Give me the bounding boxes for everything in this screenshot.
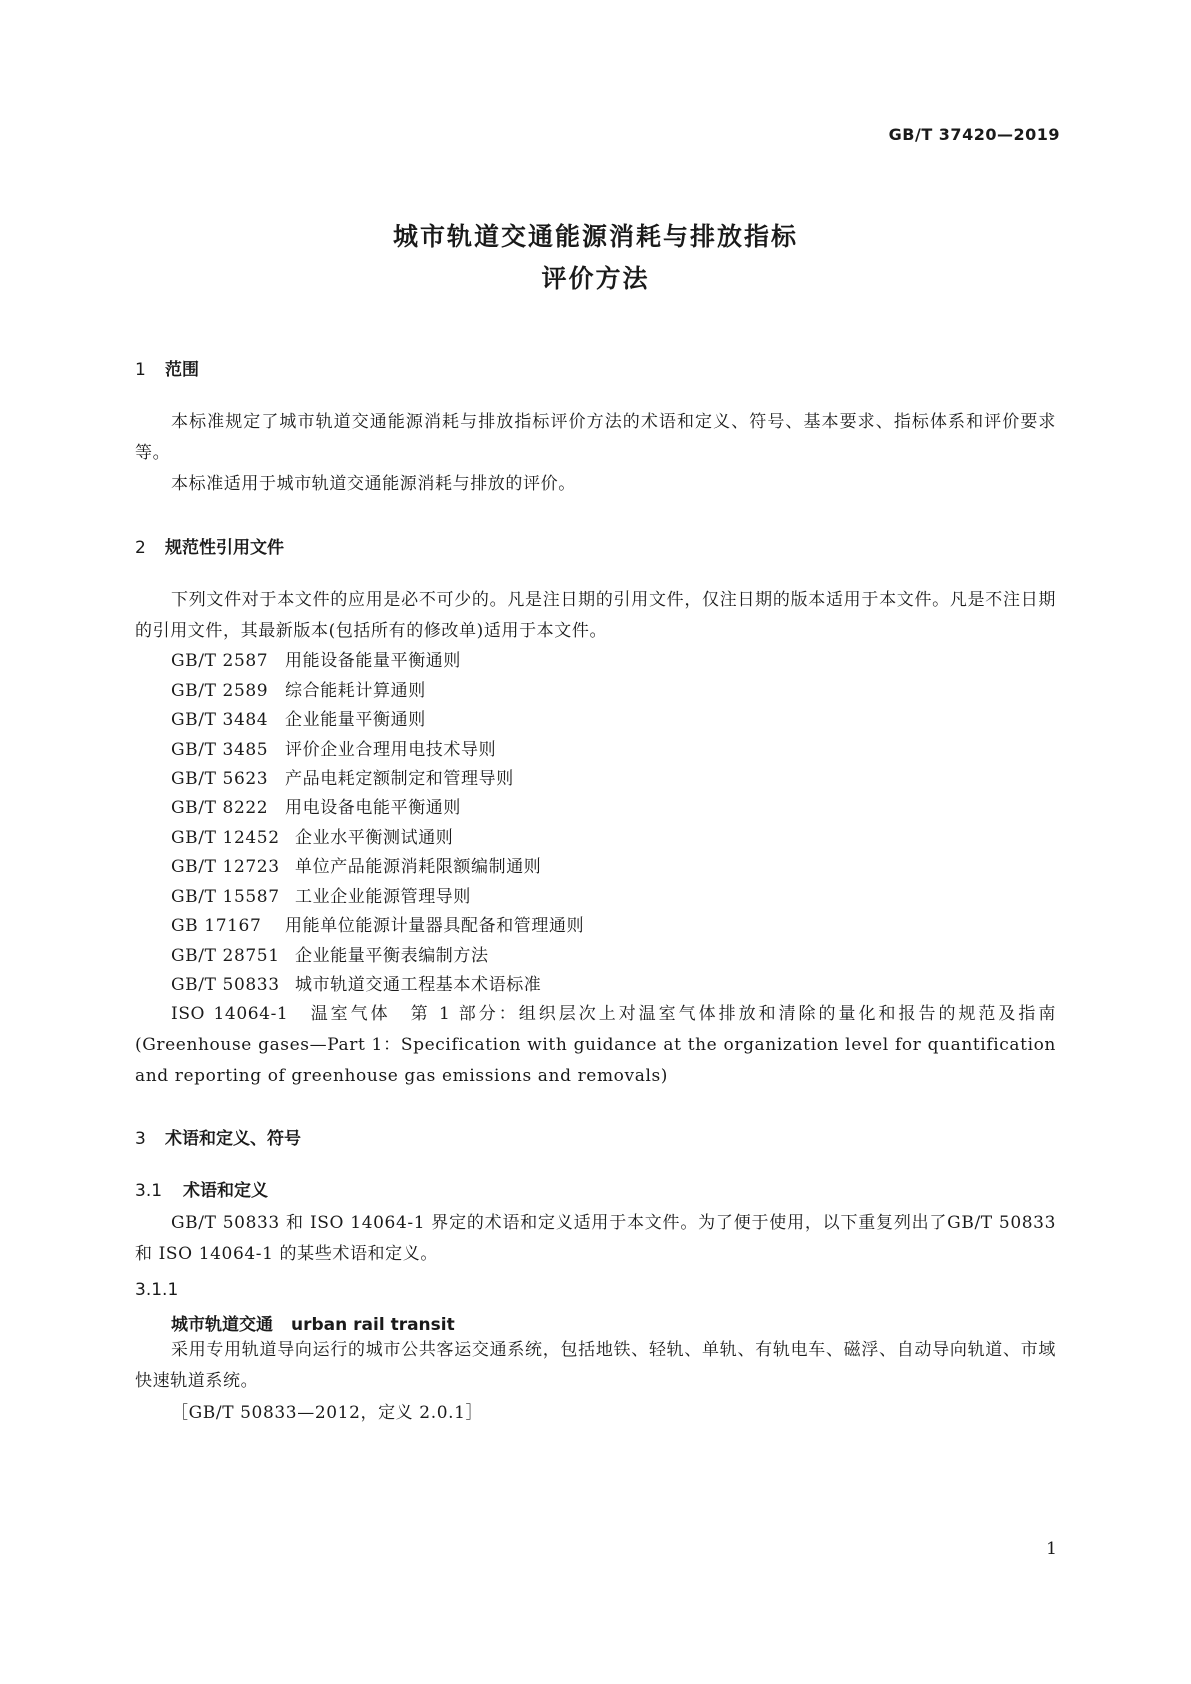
section-3-number: 3 [135,1129,146,1149]
section-3-1-title: 术语和定义 [183,1181,268,1201]
term-zh: 城市轨道交通 [171,1315,273,1335]
section-2-title: 规范性引用文件 [165,538,284,558]
reference-item [171,823,453,848]
clause-3-1-1-number: 3.1.1 [135,1280,179,1300]
reference-code: GB/T 28751 [171,946,280,966]
reference-code: GB/T 2589 [171,681,269,701]
term-source: ［GB/T 50833—2012，定义 2.0.1］ [171,1403,484,1423]
reference-title: 企业能量平衡表编制方法 [295,946,489,966]
document-title-line1: 城市轨道交通能源消耗与排放指标 [392,222,798,251]
reference-item [171,970,541,995]
document-title-line2: 评价方法 [541,264,650,293]
reference-item [171,793,461,818]
reference-item [171,764,514,789]
reference-item [171,911,584,936]
section-2-heading [135,533,284,558]
term-entry [171,1310,455,1335]
reference-code: GB 17167 [171,916,262,936]
reference-code: GB/T 15587 [171,887,280,907]
reference-title: 产品电耗定额制定和管理导则 [285,769,514,789]
reference-title: 用能设备能量平衡通则 [285,651,461,671]
reference-code: GB/T 3484 [171,710,269,730]
reference-item [171,852,541,877]
reference-title: 企业能量平衡通则 [285,710,426,730]
reference-code: GB/T 12452 [171,828,280,848]
reference-title: 工业企业能源管理导则 [295,887,471,907]
reference-item [171,941,489,966]
reference-title: 企业水平衡测试通则 [295,828,454,848]
reference-item [171,646,461,671]
section-2-para-1: 下列文件对于本文件的应用是必不可少的。凡是注日期的引用文件，仅注日期的版本适用于本文件。凡是不注日期的引用文件，其最新版本(包括所有的修改单)适用于本文件。 [135,590,1056,641]
reference-title: 用电设备电能平衡通则 [285,798,461,818]
section-3-1-para-1: GB/T 50833 和 ISO 14064-1 界定的术语和定义适用于本文件。为了便于使用，以下重复列出了GB/T 50833 和 ISO 14064-1 的某些术语和定义。 [135,1213,1056,1264]
reference-item [171,882,471,907]
reference-title: 城市轨道交通工程基本术语标准 [295,975,542,995]
standard-code: GB/T 37420—2019 [888,125,1060,144]
section-3-heading [135,1124,301,1149]
term-definition: 采用专用轨道导向运行的城市公共客运交通系统，包括地铁、轻轨、单轨、有轨电车、磁浮、自动导向轨道、市域快速轨道系统。 [135,1340,1056,1391]
reference-title: 评价企业合理用电技术导则 [285,740,497,760]
reference-item [171,735,496,760]
reference-item [171,705,426,730]
reference-code: GB/T 12723 [171,857,280,877]
reference-title: 综合能耗计算通则 [285,681,426,701]
reference-iso-14064: ISO 14064-1 温室气体 第 1 部分：组织层次上对温室气体排放和清除的量化和报告的规范及指南(Greenhouse gases—Part 1：Specification with guidance at the organization level for quantification and reporting of greenhouse gas emissions and removals) [135,1004,1056,1086]
section-1-title: 范围 [165,360,199,380]
section-1-para-1: 本标准规定了城市轨道交通能源消耗与排放指标评价方法的术语和定义、符号、基本要求、指标体系和评价要求等。 [135,412,1056,463]
section-1-number: 1 [135,360,146,380]
term-en: urban rail transit [291,1315,455,1335]
section-1-heading [135,355,199,380]
section-2-number: 2 [135,538,146,558]
reference-code: GB/T 3485 [171,740,269,760]
section-3-1-number: 3.1 [135,1181,163,1201]
reference-code: GB/T 8222 [171,798,269,818]
section-3-1-heading [135,1176,268,1201]
reference-code: GB/T 2587 [171,651,269,671]
reference-code: GB/T 5623 [171,769,269,789]
page-number: 1 [1046,1539,1057,1559]
reference-item [171,676,426,701]
reference-title: 用能单位能源计量器具配备和管理通则 [285,916,585,936]
reference-code: GB/T 50833 [171,975,280,995]
section-1-para-2: 本标准适用于城市轨道交通能源消耗与排放的评价。 [171,474,576,494]
reference-title: 单位产品能源消耗限额编制通则 [295,857,542,877]
section-3-title: 术语和定义、符号 [165,1129,301,1149]
